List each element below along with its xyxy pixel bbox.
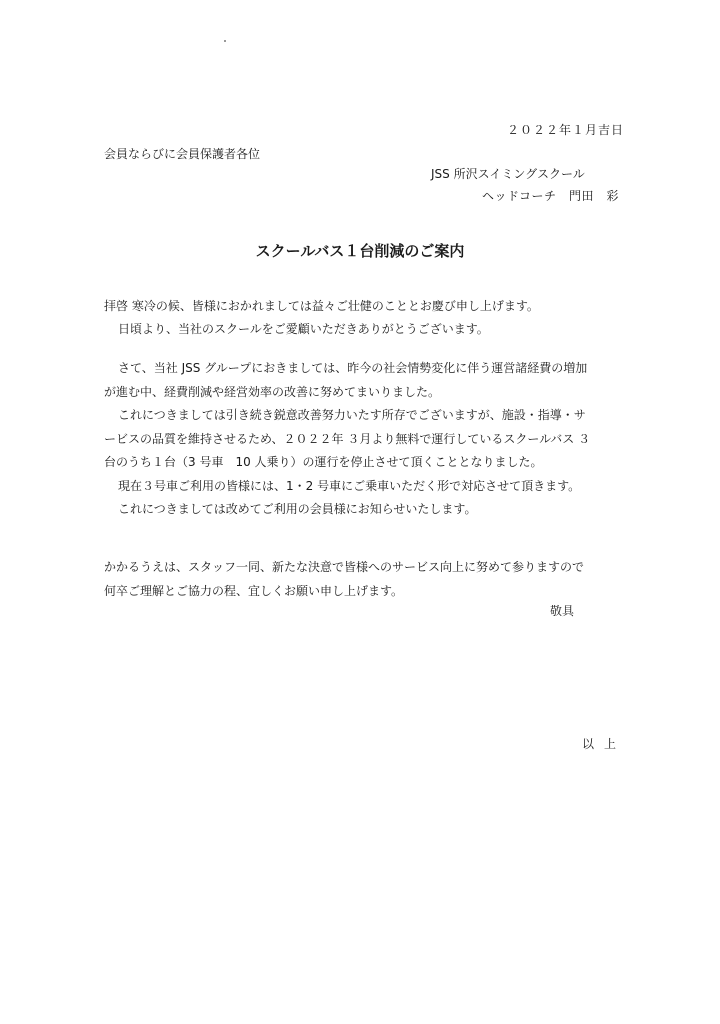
body-line: これにつきましては改めてご利用の会員様にお知らせいたします。	[118, 502, 477, 516]
ijo-end-mark: 以上	[582, 737, 627, 751]
keigu-closing: 敬具	[550, 604, 575, 618]
sender-person: ヘッドコーチ 門田 彩	[482, 189, 620, 203]
closing-paragraph	[104, 556, 624, 603]
body-line: 現在３号車ご利用の皆様には、1・2 号車にご乗車いただく形で対応させて頂きます。	[118, 478, 581, 493]
greeting-line-1: 拝啓 寒冷の候、皆様におかれましては益々ご壮健のこととお慶び申し上げます。	[104, 299, 539, 313]
body-line: 台のうち１台（3 号車 10 人乗り）の運行を停止させて頂くこととなりました。	[104, 455, 543, 469]
sender-organization: JSS 所沢スイミングスクール	[431, 167, 585, 181]
recipient-line: 会員ならびに会員保護者各位	[104, 147, 261, 161]
document-date: ２０２２年１月吉日	[506, 123, 624, 137]
closing-line: かかるうえは、スタッフ一同、新たな決意で皆様へのサービス向上に努めて参りますので	[104, 560, 585, 574]
closing-line: 何卒ご理解とご協力の程、宜しくお願い申し上げます。	[104, 583, 404, 598]
body-line: が進む中、経費削減や経営効率の改善に努めてまいりました。	[104, 384, 441, 399]
body-paragraphs	[104, 357, 624, 522]
body-line: さて、当社 JSS グループにおきましては、昨今の社会情勢変化に伴う運営諸経費の増加	[118, 361, 588, 375]
body-line: ービスの品質を維持させるため、２０２２年 ３月より無料で運行しているスクールバス ３	[104, 431, 591, 446]
letter-title: スクールバス１台削減のご案内	[255, 242, 465, 260]
scan-speck	[224, 40, 226, 42]
body-line: これにつきましては引き続き鋭意改善努力いたす所存でございますが、施設・指導・サ	[118, 408, 586, 422]
greeting-line-2: 日頃より、当社のスクールをご愛顧いただきありがとうございます。	[118, 322, 489, 336]
